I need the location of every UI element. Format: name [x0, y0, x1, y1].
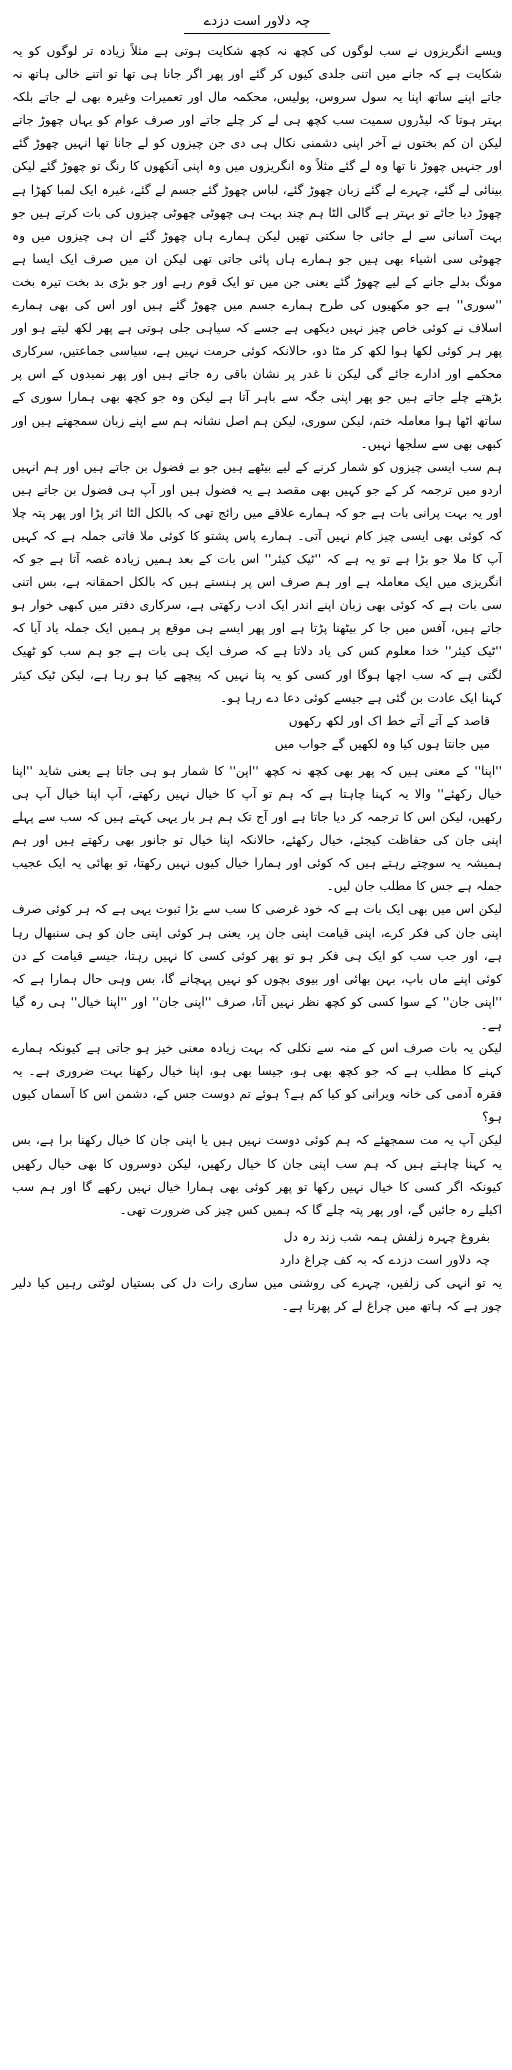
paragraph: لیکن آپ یہ مت سمجھئے کہ ہم کوئی دوست نہیں ہیں یا اپنی جان کا خیال رکھنا برا ہے، بس یہ کہنا چاہتے ہیں کہ ہم سب اپنی جان کا خیال رکھیں، لیکن دوسروں کا بھی خیال رکھیں کیونکہ اگر کسی کا خیال نہیں رکھا تو پھر کوئی بھی ہمارا خیال نہیں رکھے گا اور ہم سب اکیلے رہ جائیں گے، اور پھر پتہ چلے گا کہ ہمیں کس چیز کی ضرورت تھی۔ — [12, 1133, 502, 1217]
closing-verse-line: بفروغ چہرہ زلفش ہمہ شب زند رہ دل — [283, 1229, 490, 1244]
closing-verse-line: چہ دلاور است دزدے کہ بہ کف چراغ دارد — [279, 1252, 490, 1267]
paragraph: ویسے انگریزوں نے سب لوگوں کی کچھ نہ کچھ شکایت ہوتی ہے مثلاً زیادہ تر لوگوں کو یہ شکایت ہے کہ جانے میں اتنی جلدی کیوں کر گئے اور پھر اگر جانا ہی تھا تو اتنے خالی ہاتھ نہ جاتے اپنے ساتھ اپنا یہ سول سروس، پولیس، محکمہ مال اور تعمیرات وغیرہ بھی لے جاتے بلکہ بہتر ہوتا کہ لیڈروں سمیت سب کچھ ہی لے کر چلے جاتے اور صرف عوام کو یہاں چھوڑ جاتے لیکن ان کم بختوں نے آخر اپنی دشمنی نکال ہی دی جن چیزوں کو لے جانا تھا انہیں چھوڑ گئے اور جنہیں چھوڑ نا تھا وہ لے گئے مثلاً وہ انگریزوں میں وہ اپنی آنکھوں کا رنگ تو چھوڑ گئے لیکن بینائی لے گئے، چہرے لے گئے زبان چھوڑ گئے، لباس چھوڑ گئے جسم لے گئے، غیرہ ایک لمبا کھڑا ہے چھوڑ دیا جائے تو بہتر ہے گالی الٹا ہم چند بہت ہی چھوٹی چھوٹی چیزوں کی بات کرتے ہیں جو بہت آسانی سے لے جائی جا سکتی تھیں لیکن ہمارے ہاں چھوڑ گئے ان ہی چیزوں میں وہ چھوٹی سی اشیاء بھی ہیں جو ہمارے ہاں پائی جاتی تھی لیکن ان میں صرف ایک ایسا ہے مونگ بدلے جانے کے لیے چھوڑ گئے یعنی جن میں تو ایک قوم رہے اور جو بڑی بد بخت تیرہ بخت ''سوری'' ہے جو مکھیوں کی طرح ہمارے جسم میں چھوڑ گئے ہیں اور اس کی بھی ہمارے اسلاف نے کوئی خاص چیز نہیں دیکھی ہے جسے کہ سیاہی جلی ہوتی ہے پھر لکھ لیتے ہو اور پھر ہر کوئی لکھا ہوا لکھ کر مٹا دو، حالانکہ کوئی حرمت نہیں ہے، سیاسی جماعتیں، سرکاری محکمے اور ادارے جائے گی لیکن نا غدر پر نشان باقی رہ جاتے ہیں اور پھر نمیدوں کے اس پر بڑھتے چلے جاتے ہیں جو پھر اپنی جگہ سے باہر آتا ہے لیکن وہ جو کچھ بھی ہمارا سوری کے ساتھ اٹھا ہوا معاملہ ختم، لیکن سوری، لیکن ہم اصل نشانہ ہم سے اپنے زبان سمجھتے ہیں اور کبھی بھی سے سلجھا نہیں۔ — [12, 44, 502, 451]
paragraph: لیکن اس میں بھی ایک بات ہے کہ خود غرضی کا سب سے بڑا ثبوت یہی ہے کہ ہر کوئی صرف اپنی جان کی فکر کرے، اپنی قیامت اپنی جان پر، یعنی ہر کوئی اپنی جان کو ہی سنبھال رہا ہے، اور جب سب کو ایک ہی فکر ہو تو پھر کوئی کسی کا نہیں رہتا، جیسے قیامت کے دن کوئی اپنے ماں باپ، بہن بھائی اور بیوی بچوں کو نہیں پہچانے گا، بس وہی حال ہمارا ہے کہ ''اپنی جان'' کے سوا کسی کو کچھ نظر نہیں آتا، صرف ''اپنی جان'' اور ''اپنا خیال'' ہی رہ گیا ہے۔ — [12, 902, 502, 1032]
paragraph: لیکن یہ بات صرف اس کے منہ سے نکلی کہ بہت زیادہ معنی خیز ہو جاتی ہے کیونکہ ہمارے کہنے کا مطلب ہے کہ جو کچھ بھی ہو، جیسا بھی ہو، اپنا خیال رکھنا بہت ضروری ہے۔ یہ فقرہ آدمی کی خانہ ویرانی کو کیا کم ہے؟ ہوئے تم دوست جس کے، دشمن اس کا آسماں کیوں ہو؟ — [12, 1041, 502, 1125]
paragraph: ''اپنا'' کے معنی ہیں کہ پھر بھی کچھ نہ کچھ ''اپن'' کا شمار ہو ہی جاتا ہے یعنی شاید ''اپنا خیال رکھئے'' والا یہ کہنا چاہتا ہے کہ ہم تو آپ کا خیال نہیں رکھتے، آپ اپنا خیال آپ ہی رکھیں، لیکن اس کا ترجمہ کر دیا جاتا ہے اور آج تک ہم ہر بار یہی کہتے ہیں کہ سب سے پہلے اپنی جان کی حفاظت کیجئے، خیال رکھئے، حالانکہ اپنا خیال تو جانور بھی رکھتے ہیں اور ہم ہمیشہ یہ سوچتے رہتے ہیں کہ کوئی اور ہمارا خیال کیوں نہیں رکھتا، تو بھائی یہ ایک عجیب جملہ ہے جس کا مطلب جان لیں۔ — [12, 763, 502, 894]
article-body — [12, 40, 502, 1318]
closing-paragraph: یہ تو انہی کی زلفیں، چہرے کی روشنی میں ساری رات دل کی بستیاں لوٹتی رہیں کیا دلیر چور ہے کہ ہاتھ میں چراغ لے کر پھرتا ہے۔ — [12, 1275, 502, 1314]
verse-line: میں جانتا ہوں کیا وہ لکھیں گے جواب میں — [274, 736, 490, 751]
verse-line: قاصد کے آتے آتے خط اک اور لکھ رکھوں — [288, 713, 490, 728]
paragraph: ہم سب ایسی چیزوں کو شمار کرنے کے لیے بیٹھے ہیں جو بے فضول بن جاتے ہیں اور ہم انہیں اردو میں ترجمہ کر کے جو کہیں بھی مقصد ہے یہ فضول ہیں اور آپ ہی فضول بن جاتے ہیں اور یہ بہت پرانی بات ہے جو کہ ہمارے علاقے میں رائج تھی کہ بالکل الٹا اثر پڑا اور پھر پتہ چلا کہ کوئی بھی ایسی چیز کام نہیں آتی۔ ہمارے پاس پشتو کا کوئی ملا قاتی جملہ ہے کہ کہیں آپ کا ملا جو بڑا ہے تو یہ ہے کہ ''ٹیک کیئر'' اس بات کے بعد ہمیں زیادہ غصہ آتا ہے جو کہ انگریزی میں ایک معاملہ ہے اور ہم صرف اس پر ہنستے ہیں کہ بالکل احمقانہ ہے، بس اتنی سی بات ہے کہ کوئی بھی زبان اپنے اندر ایک ادب رکھتی ہے، سرکاری دفتر میں کبھی خوار ہو جاتے ہیں، آفس میں جا کر بیٹھنا پڑتا ہے اور پھر ایسے ہی موقع پر ہمیں ایک جملہ یاد آیا کہ ''ٹیک کیئر'' خدا معلوم کس کی یاد دلاتا ہے کہ صرف ایک ہی بات ہے جو ہم سب کو ٹھیک لگتی ہے کہ سب اچھا ہوگا اور کسی کو یہ پتا نہیں کہ پیچھے کیا ہو رہا ہے، لیکن ٹیک کیئر کہنا ایک عادت بن گئی ہے جیسے کوئی دعا دے رہا ہو۔ — [12, 459, 502, 705]
title-wrap — [12, 10, 502, 34]
article-title: چہ دلاور است دزدے — [184, 14, 331, 34]
